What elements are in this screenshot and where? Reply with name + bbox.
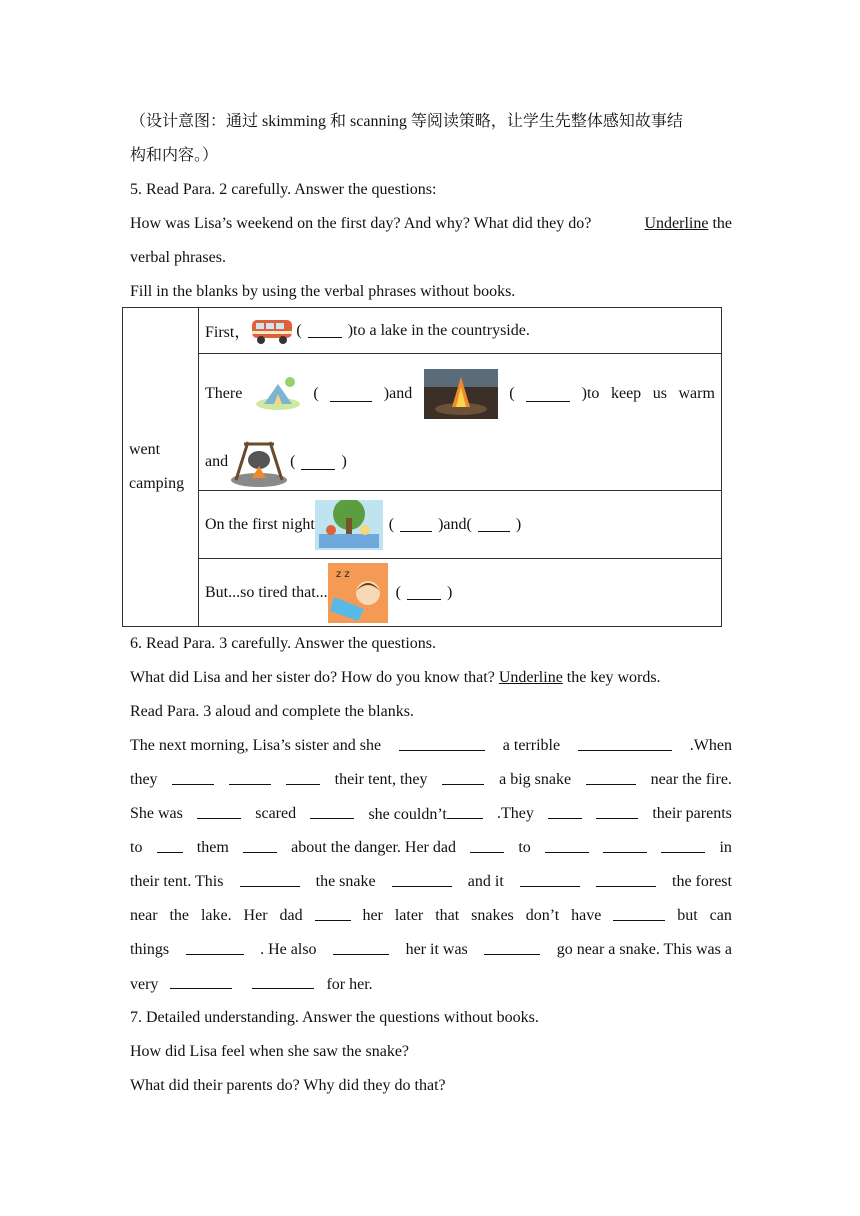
passage-text: don’t — [525, 907, 560, 924]
passage-line-6 — [130, 906, 732, 926]
blank[interactable] — [197, 804, 241, 819]
row3-paren-open: ( — [388, 515, 395, 533]
passage-text: . He also — [260, 941, 317, 958]
q5-question-tail: the — [712, 215, 732, 232]
blank[interactable] — [308, 323, 342, 338]
q7-title: 7. Detailed understanding. Answer the questions without books. — [130, 1009, 539, 1026]
intro-line-2: 构和内容。） — [130, 147, 219, 164]
cooking-pot-icon — [228, 436, 290, 488]
passage-line-2 — [130, 770, 732, 790]
q7-question-1: How did Lisa feel when she saw the snake? — [130, 1043, 410, 1060]
q7-question-2: What did their parents do? Why did they do that? — [130, 1077, 446, 1094]
passage-text: their tent. This — [130, 873, 224, 890]
q6-instruction: Read Para. 3 aloud and complete the blanks. — [130, 703, 414, 720]
passage-text: she couldn’t — [368, 806, 447, 823]
passage-line-7 — [130, 940, 732, 960]
row2-to: )to — [581, 385, 600, 402]
blank[interactable] — [310, 804, 354, 819]
passage-text: her it was — [405, 941, 468, 958]
blank[interactable] — [661, 838, 705, 853]
blank[interactable] — [315, 906, 351, 921]
passage-text: very — [130, 976, 159, 993]
passage-text: a terrible — [502, 737, 561, 754]
blank[interactable] — [470, 838, 504, 853]
passage-text: their parents — [652, 805, 732, 822]
q6-question-text: What did Lisa and her sister do? How do you know that? — [130, 669, 495, 686]
blank[interactable] — [333, 940, 389, 955]
table-row-3 — [199, 491, 722, 559]
passage-text: for her. — [326, 976, 373, 993]
q6-title: 6. Read Para. 3 carefully. Answer the questions. — [130, 635, 436, 652]
row3-paren-close: ) — [515, 515, 522, 533]
passage-text: dad — [279, 907, 303, 924]
passage-text: about the danger. Her dad — [291, 839, 456, 856]
blank[interactable] — [301, 455, 335, 470]
passage-text: in — [719, 839, 732, 856]
passage-line-3 — [130, 804, 732, 825]
blank[interactable] — [399, 736, 485, 751]
row2-paren-open-1: ( — [313, 385, 319, 402]
passage-text: near — [130, 907, 158, 924]
blank[interactable] — [407, 585, 441, 600]
campfire-icon — [424, 369, 498, 419]
passage-text: the — [169, 907, 190, 924]
row1-paren-open: ( — [296, 321, 302, 339]
row2-word: keep — [610, 385, 642, 402]
passage-text: them — [196, 839, 229, 856]
intro-line-1: （设计意图：通过 skimming 和 scanning 等阅读策略，让学生先整体感知故事结 — [130, 113, 683, 130]
row2-paren-open-3: ( — [290, 453, 296, 470]
q6-question — [130, 668, 732, 688]
q6-question-tail: the key words. — [566, 669, 661, 686]
passage-line-5 — [130, 872, 732, 892]
passage-text: later — [394, 907, 424, 924]
blank[interactable] — [286, 770, 320, 785]
q5-title: 5. Read Para. 2 carefully. Answer the questions: — [130, 181, 437, 198]
tent-icon — [254, 374, 302, 414]
underline-word: Underline — [644, 215, 709, 232]
blank[interactable] — [172, 770, 214, 785]
underline-word: Underline — [498, 669, 563, 686]
table-row-2 — [199, 354, 722, 491]
blank[interactable] — [252, 974, 314, 989]
blank[interactable] — [526, 387, 570, 402]
passage-text: .They — [496, 805, 534, 822]
blank[interactable] — [603, 838, 647, 853]
q5-question-cont: verbal phrases. — [130, 249, 226, 266]
fill-table — [122, 307, 722, 627]
label-camping: camping — [129, 475, 185, 492]
passage-text: near the fire. — [650, 771, 732, 788]
blank[interactable] — [400, 517, 432, 532]
passage-text: her — [362, 907, 383, 924]
blank[interactable] — [520, 872, 580, 887]
van-icon — [250, 316, 296, 346]
row3-prefix: On the first night — [205, 515, 315, 533]
blank[interactable] — [586, 770, 636, 785]
row4-paren-open: ( — [395, 583, 401, 601]
row1-prefix: First， — [205, 324, 251, 341]
row2-paren-open-2: ( — [509, 385, 515, 402]
blank[interactable] — [596, 804, 638, 819]
passage-text: the snake — [315, 873, 376, 890]
blank[interactable] — [442, 770, 484, 785]
blank[interactable] — [157, 838, 183, 853]
passage-text: a big snake — [499, 771, 572, 788]
passage-text: but — [677, 907, 698, 924]
table-row-4 — [199, 559, 722, 627]
blank[interactable] — [613, 906, 665, 921]
blank[interactable] — [578, 736, 672, 751]
svg-text:z z: z z — [335, 568, 350, 580]
passage-text: things — [130, 941, 170, 958]
blank[interactable] — [186, 940, 244, 955]
blank[interactable] — [596, 872, 656, 887]
blank[interactable] — [392, 872, 452, 887]
passage-text: .When — [689, 737, 732, 754]
passage-text: have — [571, 907, 602, 924]
sleeping-icon — [328, 563, 388, 623]
passage-text: The next morning, Lisa’s sister and she — [130, 737, 382, 754]
blank[interactable] — [229, 770, 271, 785]
q5-question-text: How was Lisa’s weekend on the first day? And why? What did they do? — [130, 215, 592, 232]
row2-prefix: There — [205, 385, 243, 402]
blank[interactable] — [545, 838, 589, 853]
passage-text: Her — [243, 907, 268, 924]
passage-text: they — [130, 771, 158, 788]
row2-paren-close-3: ) — [341, 453, 347, 470]
row2-and-2: and — [205, 453, 229, 470]
passage-text: snakes — [471, 907, 514, 924]
blank[interactable] — [447, 804, 483, 819]
blank[interactable] — [548, 804, 582, 819]
blank[interactable] — [243, 838, 277, 853]
row1-tail: )to a lake in the countryside. — [347, 321, 530, 339]
passage-text: scared — [255, 805, 297, 822]
label-went: went — [129, 441, 161, 458]
passage-text: go near a snake. This was a — [556, 941, 732, 958]
q5-instruction: Fill in the blanks by using the verbal phrases without books. — [130, 283, 516, 300]
passage-text: to — [518, 839, 531, 856]
picnic-icon — [315, 500, 383, 550]
row4-prefix: But...so tired that... — [205, 583, 328, 601]
row3-and: )and( — [438, 515, 472, 533]
row2-word: us — [652, 385, 667, 402]
passage-text: and it — [467, 873, 504, 890]
table-row-1 — [199, 308, 722, 354]
passage-text: that — [435, 907, 460, 924]
passage-text: to — [130, 839, 143, 856]
passage-text: the forest — [672, 873, 732, 890]
passage-line-8 — [130, 974, 732, 995]
passage-line-1 — [130, 736, 732, 756]
blank[interactable] — [330, 387, 372, 402]
blank[interactable] — [484, 940, 540, 955]
blank[interactable] — [478, 517, 510, 532]
row2-word: warm — [678, 385, 715, 402]
blank[interactable] — [170, 974, 232, 989]
blank[interactable] — [240, 872, 300, 887]
passage-text: lake. — [200, 907, 232, 924]
passage-text: can — [709, 907, 732, 924]
passage-text: their tent, they — [334, 771, 428, 788]
row4-paren-close: ) — [446, 583, 453, 601]
passage-line-4 — [130, 838, 732, 858]
passage-text: She was — [130, 805, 183, 822]
table-left-label — [123, 308, 199, 627]
row2-and: )and — [383, 385, 413, 402]
q5-question — [130, 214, 732, 234]
